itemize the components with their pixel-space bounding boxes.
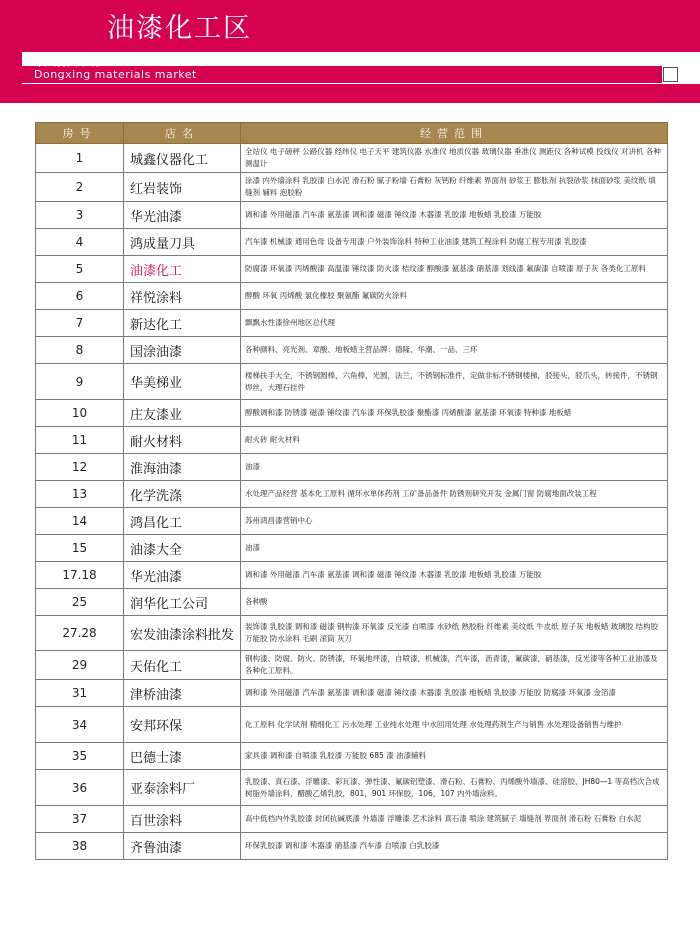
business-scope: 苏州鸿昌漆营销中心 xyxy=(241,508,668,535)
table-row xyxy=(36,400,668,427)
room-number: 29 xyxy=(36,651,124,680)
room-number: 13 xyxy=(36,481,124,508)
business-scope: 飘飘水性漆徐州地区总代理 xyxy=(241,310,668,337)
room-number: 1 xyxy=(36,144,124,173)
table-row xyxy=(36,173,668,202)
room-number: 35 xyxy=(36,743,124,770)
market-name-zh: 东兴物资市场 xyxy=(34,55,100,68)
business-scope: 装饰漆 乳胶漆 调和漆 磁漆 钢构漆 环氧漆 反光漆 自喷漆 水砂纸 熟胶粉 纤维素 美纹纸 牛皮纸 原子灰 地板蜡 玻璃胶 结构胶 万能胶 防水涂料 毛刷 滚筒 灰刀 xyxy=(241,616,668,651)
business-scope: 调和漆 外用磁漆 汽车漆 氨基漆 调和漆 磁漆 锤纹漆 木器漆 乳胶漆 地板蜡 乳胶漆 万能胶 xyxy=(241,562,668,589)
business-scope: 家具漆 调和漆 自喷漆 乳胶漆 万能胶 685 漆 油漆辅料 xyxy=(241,743,668,770)
table-row xyxy=(36,454,668,481)
table-row xyxy=(36,144,668,173)
business-scope: 各种酸 xyxy=(241,589,668,616)
room-number: 34 xyxy=(36,707,124,743)
table-row xyxy=(36,743,668,770)
shop-name: 耐火材料 xyxy=(124,427,241,454)
table-row xyxy=(36,770,668,806)
room-number: 17.18 xyxy=(36,562,124,589)
decorative-square xyxy=(663,67,678,82)
room-number: 8 xyxy=(36,337,124,364)
table-row xyxy=(36,707,668,743)
table-row xyxy=(36,616,668,651)
table-row xyxy=(36,310,668,337)
business-scope: 调和漆 外用磁漆 汽车漆 氨基漆 调和漆 磁漆 锤纹漆 木器漆 乳胶漆 地板蜡 乳胶漆 万能胶 防腐漆 环氧漆 金箔漆 xyxy=(241,680,668,707)
table-row xyxy=(36,229,668,256)
table-row xyxy=(36,427,668,454)
table-row xyxy=(36,481,668,508)
shop-name: 国涂油漆 xyxy=(124,337,241,364)
shop-name: 安邦环保 xyxy=(124,707,241,743)
shop-name: 齐鲁油漆 xyxy=(124,833,241,860)
business-scope: 化工原料 化学试剂 精细化工 污水处理 工业纯水处理 中水回用处理 水处理药剂生产与销售 水处理设备销售与维护 xyxy=(241,707,668,743)
business-scope: 涂漆 内外墙涂料 乳胶漆 白水泥 滑石粉 腻子粉墙 石膏粉 灰钙粉 纤维素 界面剂 砂浆王 膨胀剂 抗裂砂浆 抹面砂浆 美纹纸 填缝剂 辅料 泡胶粉 xyxy=(241,173,668,202)
room-number: 9 xyxy=(36,364,124,400)
room-number: 14 xyxy=(36,508,124,535)
shop-name: 油漆化工 xyxy=(124,256,241,283)
room-number: 31 xyxy=(36,680,124,707)
shop-name: 鸿昌化工 xyxy=(124,508,241,535)
room-number: 2 xyxy=(36,173,124,202)
business-scope: 油漆 xyxy=(241,454,668,481)
shop-name: 新达化工 xyxy=(124,310,241,337)
shop-name: 红岩装饰 xyxy=(124,173,241,202)
shop-name: 城鑫仪器化工 xyxy=(124,144,241,173)
shop-name: 鸿成量刀具 xyxy=(124,229,241,256)
business-scope: 高中低档内外乳胶漆 封闭抗碱底漆 外墙漆 浮雕漆 艺术涂料 真石漆 喷涂 建筑腻子 墙缝剂 界面剂 滑石粉 石膏粉 白水泥 xyxy=(241,806,668,833)
page-title: 油漆化工区 xyxy=(107,13,252,44)
room-number: 36 xyxy=(36,770,124,806)
business-scope: 调和漆 外用磁漆 汽车漆 氨基漆 调和漆 磁漆 锤纹漆 木器漆 乳胶漆 地板蜡 乳胶漆 万能胶 xyxy=(241,202,668,229)
table-row xyxy=(36,833,668,860)
shop-name: 百世涂料 xyxy=(124,806,241,833)
business-scope: 全站仪 电子磅秤 公路仪器 经纬仪 电子天平 建筑仪器 水准仪 地质仪器 玻璃仪器 垂准仪 测距仪 各种试模 投线仪 对讲机 各种测温计 xyxy=(241,144,668,173)
room-number: 6 xyxy=(36,283,124,310)
table-row xyxy=(36,651,668,680)
shop-name: 宏发油漆涂料批发 xyxy=(124,616,241,651)
room-number: 5 xyxy=(36,256,124,283)
business-scope: 醇酸调和漆 防锈漆 磁漆 锤纹漆 汽车漆 环保乳胶漆 聚酯漆 丙烯酸漆 氨基漆 环氧漆 特种漆 地板蜡 xyxy=(241,400,668,427)
business-scope: 水处理产品经营 基本化工原料 循环水单体药剂 工矿备品备件 防锈剂研究开发 金属门窗 防腐地面改装工程 xyxy=(241,481,668,508)
business-scope: 醇酸 环氧 丙烯酸 氯化橡胶 聚氨酯 氟碳防火涂料 xyxy=(241,283,668,310)
business-scope: 乳胶漆、真石漆、浮雕漆、彩瓦漆、弹性漆、氟碳铝塑漆、滑石粉、石膏粉、丙烯酸外墙漆、硅溶胶、JH80—1 等高档次合成树脂外墙涂料，醋酸乙烯乳胶，801，901 环保胶，106，107 内外墙涂料。 xyxy=(241,770,668,806)
shop-name: 津桥油漆 xyxy=(124,680,241,707)
business-scope: 钢构漆、防腐、防火、防锈漆，环氧地坪漆，自喷漆，机械漆，汽车漆，沥青漆，氟碳漆，硝基漆，反光漆等各种工业油漆及各种化工原料。 xyxy=(241,651,668,680)
shop-name: 亚泰涂料厂 xyxy=(124,770,241,806)
room-number: 37 xyxy=(36,806,124,833)
table-row xyxy=(36,202,668,229)
table-row xyxy=(36,535,668,562)
table-row xyxy=(36,364,668,400)
shop-name: 淮海油漆 xyxy=(124,454,241,481)
shop-name: 巴德士漆 xyxy=(124,743,241,770)
table-row xyxy=(36,508,668,535)
column-header-business: 经营范围 xyxy=(241,123,668,144)
room-number: 12 xyxy=(36,454,124,481)
shop-name: 祥悦涂料 xyxy=(124,283,241,310)
business-scope: 耐火砖 耐火材料 xyxy=(241,427,668,454)
business-scope: 汽车漆 机械漆 通用色母 设备专用漆 户外装饰涂料 特种工业油漆 建筑工程涂料 防腐工程专用漆 乳胶漆 xyxy=(241,229,668,256)
shop-name: 油漆大全 xyxy=(124,535,241,562)
room-number: 15 xyxy=(36,535,124,562)
business-scope: 环保乳胶漆 调和漆 木器漆 硝基漆 汽车漆 自喷漆 白乳胶漆 xyxy=(241,833,668,860)
room-number: 38 xyxy=(36,833,124,860)
column-header-room: 房号 xyxy=(36,123,124,144)
business-scope: 楼梯扶手大全，不锈钢圆棒，六角棒，光圆，法兰，不锈钢标准件，定做非标不锈钢楼梯，驳接头，驳爪头，转接件，不锈钢焊丝，大理石挂件 xyxy=(241,364,668,400)
table-row xyxy=(36,680,668,707)
table-row xyxy=(36,562,668,589)
shop-name: 化学洗涤 xyxy=(124,481,241,508)
room-number: 11 xyxy=(36,427,124,454)
shop-directory-table xyxy=(35,122,668,860)
room-number: 7 xyxy=(36,310,124,337)
business-scope: 防腐漆 环氧漆 丙烯酸漆 高温漆 锤纹漆 防火漆 桔纹漆 醇酸漆 氨基漆 硝基漆 划线漆 氟碳漆 自喷漆 原子灰 各类化工原料 xyxy=(241,256,668,283)
shop-name: 天佑化工 xyxy=(124,651,241,680)
room-number: 10 xyxy=(36,400,124,427)
shop-name: 润华化工公司 xyxy=(124,589,241,616)
shop-name: 华光油漆 xyxy=(124,562,241,589)
table-row xyxy=(36,589,668,616)
table-row xyxy=(36,806,668,833)
column-header-shop: 店名 xyxy=(124,123,241,144)
business-scope: 油漆 xyxy=(241,535,668,562)
room-number: 25 xyxy=(36,589,124,616)
business-scope: 各种颜料、亮光剂、章酸、地板蜡主营品牌：德隆、华潮、一品、三环 xyxy=(241,337,668,364)
room-number: 4 xyxy=(36,229,124,256)
table-row xyxy=(36,256,668,283)
shop-name: 华美梯业 xyxy=(124,364,241,400)
table-row xyxy=(36,337,668,364)
room-number: 3 xyxy=(36,202,124,229)
shop-name: 华光油漆 xyxy=(124,202,241,229)
market-name-en: Dongxing materials market xyxy=(34,68,197,81)
table-row xyxy=(36,283,668,310)
table-header-row xyxy=(36,123,668,144)
shop-name: 庄友漆业 xyxy=(124,400,241,427)
room-number: 27.28 xyxy=(36,616,124,651)
